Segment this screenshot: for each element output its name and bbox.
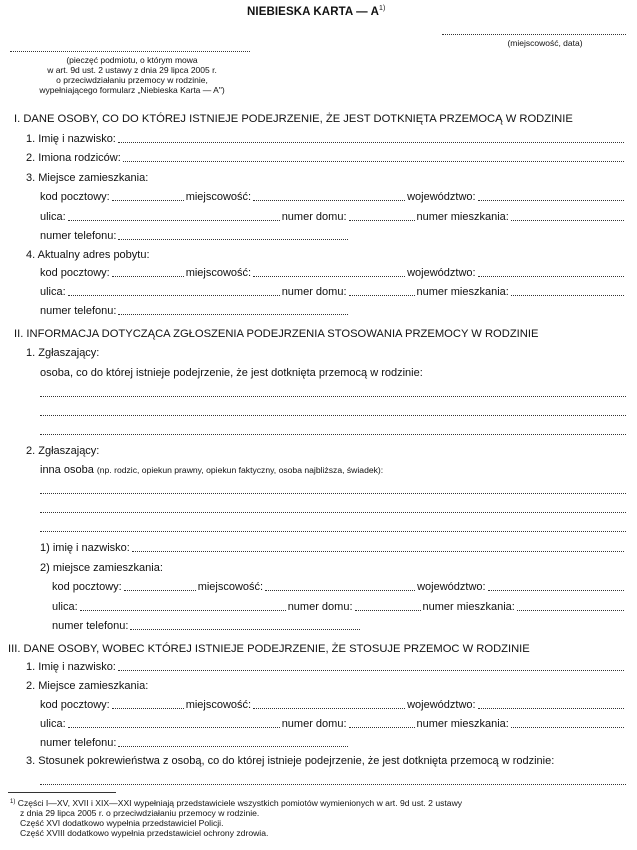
s1-res-flat-field[interactable] (511, 220, 624, 221)
s1-cur-region-field[interactable] (478, 276, 624, 277)
s1-res-phone-row: numer telefonu: (40, 229, 350, 243)
s2-sub-name-field[interactable] (132, 551, 624, 552)
s2-phone-field[interactable] (130, 629, 360, 630)
section3-heading: III. DANE OSOBY, WOBEC KTÓREJ ISTNIEJE PODEJRZENIE, ŻE STOSUJE PRZEMOC W RODZINIE (8, 643, 530, 655)
s1-res-postal-field[interactable] (112, 200, 184, 201)
s3-phone-field[interactable] (118, 746, 348, 747)
s2-reporter1-line-2[interactable] (40, 415, 626, 416)
s3-relation-label: 3. Stosunek pokrewieństwa z osobą, co do której istnieje podejrzenie, że jest dotknięta przemocą w rodzinie: (26, 755, 555, 767)
footnote: $^{1)}$ Części I—XV, XVII i XIX—XXI wypełniają przedstawiciele wszystkich pomiotów wymienionych w art. 9d ust. 2 ustawy z dnia 29 lipca 2005 r. o przeciwdziałaniu przemocy w rodzinie. Część XVI dodatkowo wypełnia przedstawiciel Policji. Część XVIII dodatkowo wypełnia przedstawiciel ochrony zdrowia. (10, 798, 463, 838)
s1-name-field[interactable] (118, 142, 624, 143)
s1-res-postal-row: kod pocztowy: miejscowość: województwo: (40, 190, 626, 204)
s2-flat-field[interactable] (517, 610, 624, 611)
s2-reporter2-desc: inna osoba (np. rodzic, opiekun prawny, opiekun faktyczny, osoba najbliższa, świadek): (40, 464, 384, 476)
s2-reporter1-line-3[interactable] (40, 434, 626, 435)
s1-cur-postal-row: kod pocztowy: miejscowość: województwo: (40, 266, 626, 280)
footnote-rule (8, 792, 116, 793)
s3-street-field[interactable] (68, 727, 280, 728)
s2-reporter2-line-1[interactable] (40, 493, 626, 494)
s1-cur-house-field[interactable] (349, 295, 415, 296)
s1-res-city-field[interactable] (253, 200, 405, 201)
s2-reporter1-label: 1. Zgłaszający: (26, 347, 100, 359)
s3-region-field[interactable] (478, 708, 624, 709)
s1-cur-street-field[interactable] (68, 295, 280, 296)
s2-house-field[interactable] (355, 610, 421, 611)
s1-res-phone-field[interactable] (118, 239, 348, 240)
section1-heading: I. DANE OSOBY, CO DO KTÓREJ ISTNIEJE PODEJRZENIE, ŻE JEST DOTKNIĘTA PRZEMOCĄ W RODZINIE (14, 113, 573, 125)
s1-cur-phone-row: numer telefonu: (40, 304, 350, 318)
s1-cur-city-field[interactable] (253, 276, 405, 277)
s2-reporter2-line-3[interactable] (40, 531, 626, 532)
stamp-caption: (pieczęć podmiotu, o którym mowa w art. 9d ust. 2 ustawy z dnia 29 lipca 2005 r. o przeciwdziałaniu przemocy w rodzinie, wypełniającego formularz „Niebieska Karta — A") (39, 55, 225, 95)
s2-postal-field[interactable] (124, 590, 196, 591)
s3-residence-label: 2. Miejsce zamieszkania: (26, 680, 149, 692)
s2-street-field[interactable] (80, 610, 286, 611)
s2-phone-row: numer telefonu: (52, 619, 362, 633)
s2-postal-row: kod pocztowy: miejscowość: województwo: (52, 580, 626, 594)
s2-sub-name-row: 1) imię i nazwisko: (40, 541, 626, 555)
s1-parents-field[interactable] (123, 161, 624, 162)
s3-city-field[interactable] (253, 708, 405, 709)
s1-res-region-field[interactable] (478, 200, 624, 201)
s1-cur-street-row: ulica: numer domu: numer mieszkania: (40, 285, 626, 299)
s3-house-field[interactable] (349, 727, 415, 728)
s3-postal-field[interactable] (112, 708, 184, 709)
s1-cur-flat-field[interactable] (511, 295, 624, 296)
s2-reporter2-line-2[interactable] (40, 512, 626, 513)
s3-name-row: 1. Imię i nazwisko: (26, 660, 626, 674)
s1-res-street-row: ulica: numer domu: numer mieszkania: (40, 210, 626, 224)
s3-flat-field[interactable] (511, 727, 624, 728)
s1-current-label: 4. Aktualny adres pobytu: (26, 249, 150, 261)
s3-postal-row: kod pocztowy: miejscowość: województwo: (40, 698, 626, 712)
s1-cur-postal-field[interactable] (112, 276, 184, 277)
s2-region-field[interactable] (488, 590, 624, 591)
s2-reporter2-hint: (np. rodzic, opiekun prawny, opiekun faktyczny, osoba najbliższa, świadek): (96, 465, 384, 475)
s2-reporter2-label: 2. Zgłaszający: (26, 445, 100, 457)
s3-street-row: ulica: numer domu: numer mieszkania: (40, 717, 626, 731)
s2-reporter1-desc: osoba, co do której istnieje podejrzenie, że jest dotknięta przemocą w rodzinie: (40, 367, 423, 379)
s3-phone-row: numer telefonu: (40, 736, 350, 750)
s1-name-row: 1. Imię i nazwisko: (26, 132, 626, 146)
place-date-field[interactable] (442, 34, 626, 35)
s1-cur-phone-field[interactable] (118, 314, 348, 315)
stamp-field[interactable] (10, 51, 250, 52)
form-title: NIEBIESKA KARTA — $A^{1)}$ (247, 5, 386, 18)
s2-street-row: ulica: numer domu: numer mieszkania: (52, 600, 626, 614)
s3-relation-field[interactable] (40, 784, 626, 785)
s2-sub-residence-label: 2) miejsce zamieszkania: (40, 562, 163, 574)
s2-reporter1-line-1[interactable] (40, 396, 626, 397)
s1-parents-row: 2. Imiona rodziców: (26, 151, 626, 165)
section2-heading: II. INFORMACJA DOTYCZĄCA ZGŁOSZENIA PODEJRZENIA STOSOWANIA PRZEMOCY W RODZINIE (14, 328, 539, 340)
s2-city-field[interactable] (265, 590, 415, 591)
s1-residence-label: 3. Miejsce zamieszkania: (26, 172, 149, 184)
s1-res-house-field[interactable] (349, 220, 415, 221)
s3-name-field[interactable] (118, 670, 624, 671)
place-date-label: (miejscowość, data) (507, 38, 583, 48)
s1-res-street-field[interactable] (68, 220, 280, 221)
